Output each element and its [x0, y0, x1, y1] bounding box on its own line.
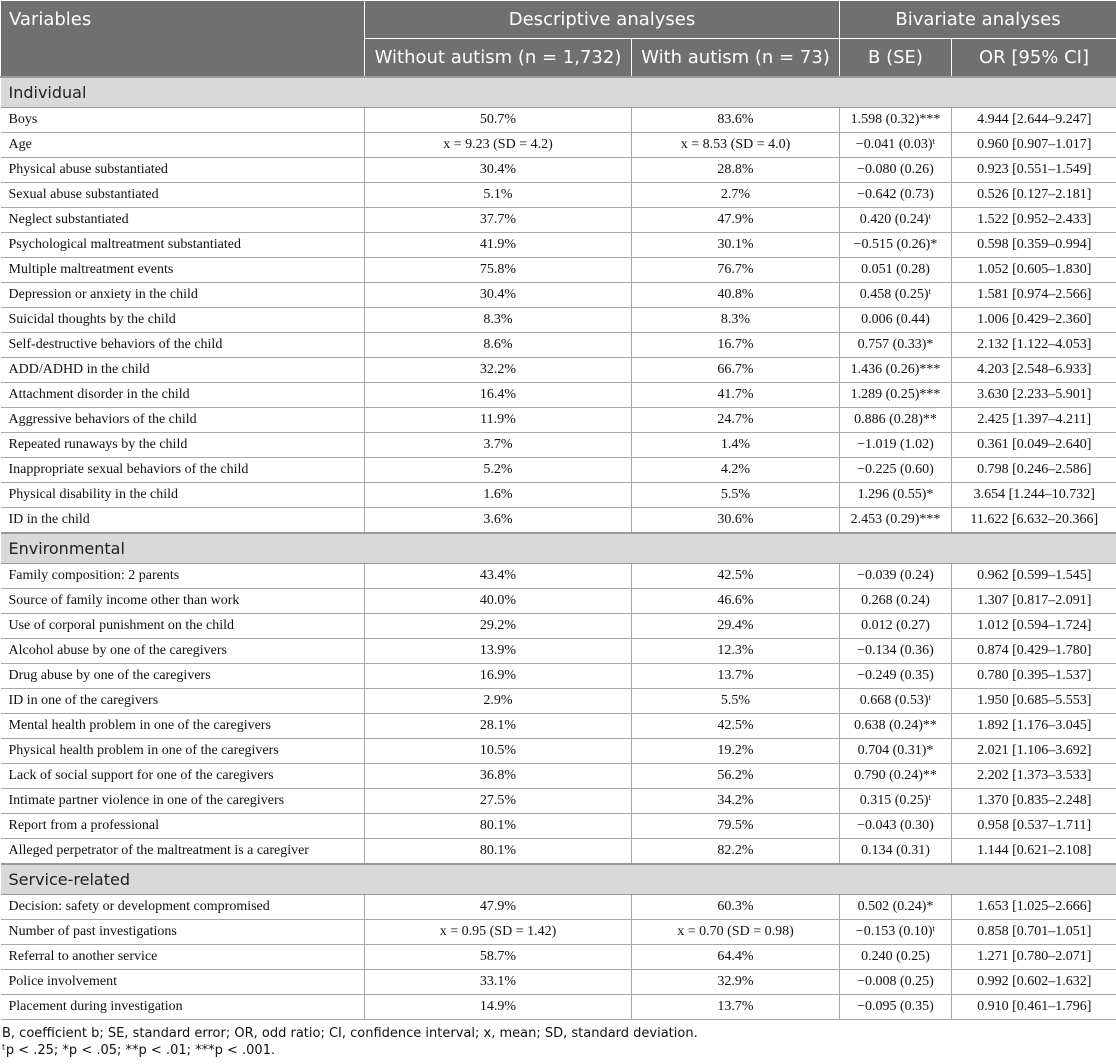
table-row: [1, 183, 1116, 208]
without-autism-cell: 3.6%: [365, 508, 632, 534]
table-footnotes: [0, 1020, 1116, 1058]
table-row: [1, 564, 1116, 589]
with-autism-cell: 64.4%: [632, 945, 840, 970]
without-autism-cell: 8.3%: [365, 308, 632, 333]
without-autism-cell: x = 9.23 (SD = 4.2): [365, 133, 632, 158]
with-autism-cell: 40.8%: [632, 283, 840, 308]
variable-cell: Inappropriate sexual behaviors of the child: [1, 458, 365, 483]
with-autism-cell: 42.5%: [632, 714, 840, 739]
b-se-header: B (SE): [840, 39, 952, 78]
without-autism-cell: 13.9%: [365, 639, 632, 664]
table-row: [1, 158, 1116, 183]
b-se-cell: 0.458 (0.25)ᵗ: [840, 283, 952, 308]
table-row: [1, 458, 1116, 483]
with-autism-cell: 8.3%: [632, 308, 840, 333]
or-ci-cell: 0.598 [0.359–0.994]: [952, 233, 1116, 258]
variable-cell: Self-destructive behaviors of the child: [1, 333, 365, 358]
without-autism-cell: 43.4%: [365, 564, 632, 589]
or-ci-cell: 1.950 [0.685–5.553]: [952, 689, 1116, 714]
b-se-cell: 0.006 (0.44): [840, 308, 952, 333]
b-se-cell: 0.757 (0.33)*: [840, 333, 952, 358]
variable-cell: Physical disability in the child: [1, 483, 365, 508]
b-se-cell: 2.453 (0.29)***: [840, 508, 952, 534]
or-ci-cell: 0.874 [0.429–1.780]: [952, 639, 1116, 664]
with-autism-cell: 46.6%: [632, 589, 840, 614]
or-ci-cell: 1.006 [0.429–2.360]: [952, 308, 1116, 333]
or-ci-cell: 1.271 [0.780–2.071]: [952, 945, 1116, 970]
with-autism-cell: 32.9%: [632, 970, 840, 995]
variable-cell: Sexual abuse substantiated: [1, 183, 365, 208]
table-row: [1, 839, 1116, 865]
or-ci-cell: 0.780 [0.395–1.537]: [952, 664, 1116, 689]
without-autism-cell: 32.2%: [365, 358, 632, 383]
with-autism-cell: 60.3%: [632, 895, 840, 920]
table-row: [1, 789, 1116, 814]
abbreviations-footnote: B, coefficient b; SE, standard error; OR, odd ratio; CI, confidence interval; x, mean; SD, standard deviation.: [2, 1026, 698, 1041]
without-autism-cell: 36.8%: [365, 764, 632, 789]
table-row: [1, 739, 1116, 764]
b-se-cell: −0.153 (0.10)ᵗ: [840, 920, 952, 945]
b-se-cell: −0.039 (0.24): [840, 564, 952, 589]
table-row: [1, 945, 1116, 970]
with-autism-cell: 30.6%: [632, 508, 840, 534]
b-se-cell: −0.043 (0.30): [840, 814, 952, 839]
b-se-cell: 0.790 (0.24)**: [840, 764, 952, 789]
without-autism-cell: 10.5%: [365, 739, 632, 764]
or-ci-cell: 0.526 [0.127–2.181]: [952, 183, 1116, 208]
variable-cell: Placement during investigation: [1, 995, 365, 1020]
or-ci-cell: 0.361 [0.049–2.640]: [952, 433, 1116, 458]
section-title: Individual: [1, 77, 1116, 108]
or-ci-cell: 1.052 [0.605–1.830]: [952, 258, 1116, 283]
b-se-cell: 0.315 (0.25)ᵗ: [840, 789, 952, 814]
section-header-row: [1, 864, 1116, 895]
b-se-cell: 1.436 (0.26)***: [840, 358, 952, 383]
with-autism-cell: 79.5%: [632, 814, 840, 839]
variable-cell: Psychological maltreatment substantiated: [1, 233, 365, 258]
b-se-cell: 0.420 (0.24)ᵗ: [840, 208, 952, 233]
b-se-cell: 0.051 (0.28): [840, 258, 952, 283]
or-ci-header: OR [95% CI]: [952, 39, 1116, 78]
without-autism-cell: 29.2%: [365, 614, 632, 639]
with-autism-cell: 82.2%: [632, 839, 840, 865]
with-autism-cell: 5.5%: [632, 483, 840, 508]
or-ci-cell: 2.202 [1.373–3.533]: [952, 764, 1116, 789]
without-autism-cell: 27.5%: [365, 789, 632, 814]
or-ci-cell: 0.910 [0.461–1.796]: [952, 995, 1116, 1020]
table-row: [1, 614, 1116, 639]
table-row: [1, 208, 1116, 233]
without-autism-cell: 14.9%: [365, 995, 632, 1020]
section-header-row: [1, 77, 1116, 108]
with-autism-cell: 30.1%: [632, 233, 840, 258]
table-row: [1, 408, 1116, 433]
with-autism-cell: 41.7%: [632, 383, 840, 408]
variable-cell: Age: [1, 133, 365, 158]
with-autism-cell: 19.2%: [632, 739, 840, 764]
with-autism-header: With autism (n = 73): [632, 39, 840, 78]
section-title: Environmental: [1, 533, 1116, 564]
with-autism-cell: 12.3%: [632, 639, 840, 664]
table-row: [1, 308, 1116, 333]
variable-cell: ID in the child: [1, 508, 365, 534]
or-ci-cell: 4.944 [2.644–9.247]: [952, 108, 1116, 133]
with-autism-cell: 1.4%: [632, 433, 840, 458]
without-autism-cell: 3.7%: [365, 433, 632, 458]
with-autism-cell: 24.7%: [632, 408, 840, 433]
without-autism-cell: 80.1%: [365, 814, 632, 839]
table-row: [1, 483, 1116, 508]
or-ci-cell: 3.654 [1.244–10.732]: [952, 483, 1116, 508]
without-autism-cell: 1.6%: [365, 483, 632, 508]
without-autism-cell: 41.9%: [365, 233, 632, 258]
table-row: [1, 895, 1116, 920]
table-row: [1, 333, 1116, 358]
table-row: [1, 814, 1116, 839]
b-se-cell: −0.134 (0.36): [840, 639, 952, 664]
without-autism-cell: 80.1%: [365, 839, 632, 865]
or-ci-cell: 3.630 [2.233–5.901]: [952, 383, 1116, 408]
without-autism-cell: 30.4%: [365, 158, 632, 183]
table-row: [1, 764, 1116, 789]
with-autism-cell: 28.8%: [632, 158, 840, 183]
b-se-cell: −0.041 (0.03)ᵗ: [840, 133, 952, 158]
table-row: [1, 970, 1116, 995]
or-ci-cell: 0.798 [0.246–2.586]: [952, 458, 1116, 483]
variable-cell: Multiple maltreatment events: [1, 258, 365, 283]
or-ci-cell: 1.653 [1.025–2.666]: [952, 895, 1116, 920]
variable-cell: Police involvement: [1, 970, 365, 995]
variable-cell: Physical abuse substantiated: [1, 158, 365, 183]
or-ci-cell: 2.021 [1.106–3.692]: [952, 739, 1116, 764]
without-autism-cell: 16.9%: [365, 664, 632, 689]
with-autism-cell: 42.5%: [632, 564, 840, 589]
with-autism-cell: 83.6%: [632, 108, 840, 133]
or-ci-cell: 1.307 [0.817–2.091]: [952, 589, 1116, 614]
b-se-cell: −0.225 (0.60): [840, 458, 952, 483]
or-ci-cell: 2.425 [1.397–4.211]: [952, 408, 1116, 433]
b-se-cell: 0.240 (0.25): [840, 945, 952, 970]
variable-cell: Family composition: 2 parents: [1, 564, 365, 589]
variable-cell: Alleged perpetrator of the maltreatment is a caregiver: [1, 839, 365, 865]
without-autism-cell: 5.1%: [365, 183, 632, 208]
or-ci-cell: 0.962 [0.599–1.545]: [952, 564, 1116, 589]
b-se-cell: 0.704 (0.31)*: [840, 739, 952, 764]
with-autism-cell: 47.9%: [632, 208, 840, 233]
with-autism-cell: 13.7%: [632, 995, 840, 1020]
b-se-cell: 0.012 (0.27): [840, 614, 952, 639]
variable-cell: Referral to another service: [1, 945, 365, 970]
table-row: [1, 258, 1116, 283]
with-autism-cell: 66.7%: [632, 358, 840, 383]
with-autism-cell: 16.7%: [632, 333, 840, 358]
b-se-cell: 0.268 (0.24): [840, 589, 952, 614]
or-ci-cell: 0.858 [0.701–1.051]: [952, 920, 1116, 945]
table-row: [1, 920, 1116, 945]
table-row: [1, 639, 1116, 664]
with-autism-cell: 5.5%: [632, 689, 840, 714]
b-se-cell: −0.008 (0.25): [840, 970, 952, 995]
b-se-cell: 0.886 (0.28)**: [840, 408, 952, 433]
variable-cell: Repeated runaways by the child: [1, 433, 365, 458]
table-row: [1, 689, 1116, 714]
without-autism-cell: 50.7%: [365, 108, 632, 133]
without-autism-cell: 47.9%: [365, 895, 632, 920]
section-header-row: [1, 533, 1116, 564]
table-row: [1, 108, 1116, 133]
without-autism-header: Without autism (n = 1,732): [365, 39, 632, 78]
table-header: [1, 1, 1116, 78]
table-row: [1, 283, 1116, 308]
without-autism-cell: 37.7%: [365, 208, 632, 233]
descriptive-analyses-header: Descriptive analyses: [365, 1, 840, 39]
or-ci-cell: 2.132 [1.122–4.053]: [952, 333, 1116, 358]
variable-cell: ADD/ADHD in the child: [1, 358, 365, 383]
with-autism-cell: 56.2%: [632, 764, 840, 789]
b-se-cell: 0.638 (0.24)**: [840, 714, 952, 739]
without-autism-cell: 33.1%: [365, 970, 632, 995]
variables-header: Variables: [1, 1, 365, 78]
table-row: [1, 358, 1116, 383]
variable-cell: Drug abuse by one of the caregivers: [1, 664, 365, 689]
with-autism-cell: 4.2%: [632, 458, 840, 483]
variable-cell: Physical health problem in one of the caregivers: [1, 739, 365, 764]
table-body: [1, 77, 1116, 1020]
variable-cell: Depression or anxiety in the child: [1, 283, 365, 308]
b-se-cell: −0.515 (0.26)*: [840, 233, 952, 258]
b-se-cell: 0.502 (0.24)*: [840, 895, 952, 920]
or-ci-cell: 4.203 [2.548–6.933]: [952, 358, 1116, 383]
or-ci-cell: 0.923 [0.551–1.549]: [952, 158, 1116, 183]
or-ci-cell: 0.992 [0.602–1.632]: [952, 970, 1116, 995]
variable-cell: Mental health problem in one of the caregivers: [1, 714, 365, 739]
variable-cell: Use of corporal punishment on the child: [1, 614, 365, 639]
or-ci-cell: 1.144 [0.621–2.108]: [952, 839, 1116, 865]
or-ci-cell: 11.622 [6.632–20.366]: [952, 508, 1116, 534]
or-ci-cell: 0.960 [0.907–1.017]: [952, 133, 1116, 158]
variable-cell: Neglect substantiated: [1, 208, 365, 233]
without-autism-cell: 40.0%: [365, 589, 632, 614]
or-ci-cell: 1.892 [1.176–3.045]: [952, 714, 1116, 739]
without-autism-cell: 75.8%: [365, 258, 632, 283]
with-autism-cell: 13.7%: [632, 664, 840, 689]
or-ci-cell: 0.958 [0.537–1.711]: [952, 814, 1116, 839]
significance-footnote: ᵗp < .25; *p < .05; **p < .01; ***p < .001.: [2, 1043, 276, 1058]
or-ci-cell: 1.012 [0.594–1.724]: [952, 614, 1116, 639]
table-row: [1, 508, 1116, 534]
without-autism-cell: x = 0.95 (SD = 1.42): [365, 920, 632, 945]
with-autism-cell: 34.2%: [632, 789, 840, 814]
variable-cell: Attachment disorder in the child: [1, 383, 365, 408]
b-se-cell: −0.249 (0.35): [840, 664, 952, 689]
with-autism-cell: x = 0.70 (SD = 0.98): [632, 920, 840, 945]
variable-cell: Decision: safety or development compromised: [1, 895, 365, 920]
variable-cell: Report from a professional: [1, 814, 365, 839]
bivariate-analyses-header: Bivariate analyses: [840, 1, 1116, 39]
variable-cell: Source of family income other than work: [1, 589, 365, 614]
with-autism-cell: x = 8.53 (SD = 4.0): [632, 133, 840, 158]
variable-cell: Intimate partner violence in one of the caregivers: [1, 789, 365, 814]
b-se-cell: 0.134 (0.31): [840, 839, 952, 865]
b-se-cell: 1.296 (0.55)*: [840, 483, 952, 508]
table-row: [1, 133, 1116, 158]
b-se-cell: 1.598 (0.32)***: [840, 108, 952, 133]
table-row: [1, 664, 1116, 689]
variable-cell: Alcohol abuse by one of the caregivers: [1, 639, 365, 664]
section-title: Service-related: [1, 864, 1116, 895]
b-se-cell: 1.289 (0.25)***: [840, 383, 952, 408]
variable-cell: Aggressive behaviors of the child: [1, 408, 365, 433]
without-autism-cell: 8.6%: [365, 333, 632, 358]
table-row: [1, 383, 1116, 408]
table-row: [1, 995, 1116, 1020]
or-ci-cell: 1.581 [0.974–2.566]: [952, 283, 1116, 308]
variable-cell: ID in one of the caregivers: [1, 689, 365, 714]
variable-cell: Number of past investigations: [1, 920, 365, 945]
table-row: [1, 589, 1116, 614]
or-ci-cell: 1.522 [0.952–2.433]: [952, 208, 1116, 233]
without-autism-cell: 30.4%: [365, 283, 632, 308]
without-autism-cell: 5.2%: [365, 458, 632, 483]
with-autism-cell: 2.7%: [632, 183, 840, 208]
b-se-cell: −0.642 (0.73): [840, 183, 952, 208]
variable-cell: Lack of social support for one of the caregivers: [1, 764, 365, 789]
without-autism-cell: 11.9%: [365, 408, 632, 433]
without-autism-cell: 2.9%: [365, 689, 632, 714]
with-autism-cell: 29.4%: [632, 614, 840, 639]
b-se-cell: −0.080 (0.26): [840, 158, 952, 183]
variable-cell: Suicidal thoughts by the child: [1, 308, 365, 333]
without-autism-cell: 58.7%: [365, 945, 632, 970]
table-row: [1, 233, 1116, 258]
or-ci-cell: 1.370 [0.835–2.248]: [952, 789, 1116, 814]
without-autism-cell: 16.4%: [365, 383, 632, 408]
with-autism-cell: 76.7%: [632, 258, 840, 283]
table-row: [1, 714, 1116, 739]
table-row: [1, 433, 1116, 458]
without-autism-cell: 28.1%: [365, 714, 632, 739]
variable-cell: Boys: [1, 108, 365, 133]
b-se-cell: 0.668 (0.53)ᵗ: [840, 689, 952, 714]
b-se-cell: −1.019 (1.02): [840, 433, 952, 458]
b-se-cell: −0.095 (0.35): [840, 995, 952, 1020]
